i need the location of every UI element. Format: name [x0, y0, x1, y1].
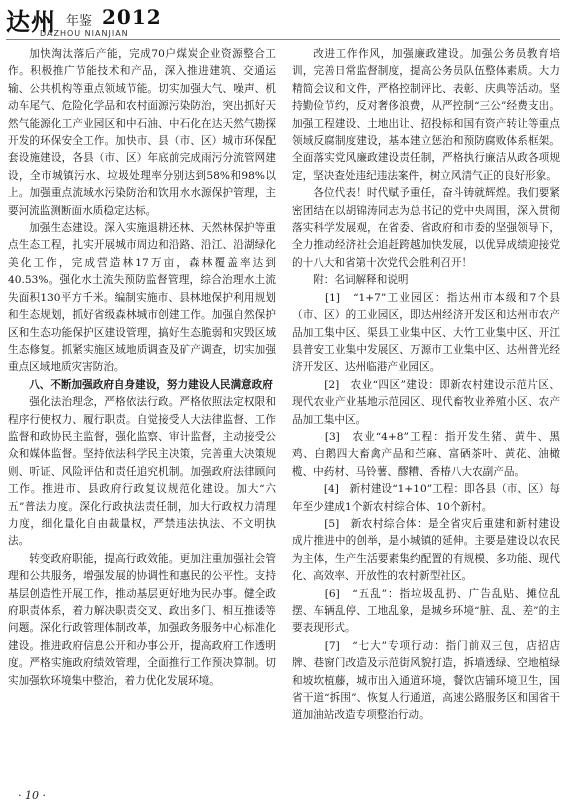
note-number: [4]	[323, 483, 339, 496]
note-text: 农业“四区”建设：即新农村建设示范片区、现代农业产业基地示范园区、现代畜牧业养殖小区、农产品加工集中区。	[292, 378, 560, 426]
paragraph-rule-of-law: 强化法治理念，严格依法行政。严格依照法定权限和程序行使权力、履行职责。自觉接受人大法律监督、工作监督和政协民主监督，强化监察、审计监督，主动接受公众和媒体监督。坚持依法科学民主决策，完善重大决策规则、听证、风险评估和责任追究机制。加强政府法律顾问工作。推进市、县政府行政复议规范化建设。加大“六五”普法力度。深化行政执法责任制，加大行政权力清理力度，细化量化自由裁量权，严禁违法执法、不文明执法。	[8, 396, 276, 548]
paragraph-closing-appeal: 各位代表！时代赋予重任，奋斗铸就辉煌。我们要紧密团结在以胡锦涛同志为总书记的党中央周围，深入贯彻落实科学发展观，在省委、省政府和市委的坚强领导下，全力推动经济社会追赶跨越加快发展，以优异成绩迎接党的十八大和省第十次党代会胜利召开！	[292, 187, 560, 269]
note-number: [3]	[324, 430, 340, 443]
right-column	[292, 46, 560, 725]
paragraph-ecology: 加强生态建设。深入实施退耕还林、天然林保护等重点生态工程，扎实开展城市周边和沿路、沿江、沿湖绿化美化工作，完成营造林17万亩，森林覆盖率达到40.53%。强化水土流失预防监督管理，综合治理水土流失面积130平方千米。编制实施市、县林地保护利用规划和生态规划，抓好省级森林城市创建工作。加强自然保护区和生态功能保护区建设管理，搞好生态脆弱和灾毁区域生态修复。抓紧实施区域地质调查及矿产调查，切实加强重点区域地质灾害防治。	[8, 222, 276, 374]
appendix-note	[292, 638, 560, 725]
note-number: [6]	[324, 587, 340, 600]
page-header	[0, 0, 568, 40]
appendix-notes-list	[292, 290, 560, 725]
paragraph-government-functions: 转变政府职能，提高行政效能。更加注重加强社会管理和公共服务，增强发展的协调性和惠民的公平性。支持基层创造性开展工作，推动基层更好地为民办事。健全政府职责体系，着力解决职责交叉、政出多门、相互推诿等问题。深化行政管理体制改革，加强政务服务中心标准化建设。推进政府信息公开和办事公开，提高政府工作透明度。严格实施政府绩效管理，全面推行工作预决算制。切实加强软环境集中整治，着力优化发展环境。	[8, 552, 276, 687]
note-text: “五乱”：指垃圾乱扔、广告乱贴、摊位乱摆、车辆乱停、工地乱象，是城乡环境“脏、乱、差”的主要表现形式。	[292, 587, 560, 635]
section-heading: 八、不断加强政府自身建设，努力建设人民满意政府	[29, 378, 273, 391]
paragraph-energy-environment: 加快淘汰落后产能，完成70户煤炭企业资源整合工作。积极推广节能技术和产品，深入推进建筑、交通运输、公共机构等重点领域节能。切实加强大气、噪声、机动车尾气、危险化学品和农村面源污染防治，突出抓好天然气能源化工产业园区和中石油、中石化在达天然气勘探开发的环保安全工作。加快市、县（市、区）城市环保配套设施建设，各县（市、区）年底前完成雨污分流管网建设，全市城镇污水、垃圾处理率分别达到58%和98%以上。加强重点流域水污染防治和饮用水水源保护管理，主要河流监测断面水质稳定达标。	[8, 48, 276, 217]
yearbook-logo-title: 达州	[6, 8, 56, 36]
note-number: [7]	[324, 639, 340, 652]
note-text: 新农村综合体：是全省灾后重建和新村建设成片推进中的创举，是小城镇的延伸。主要是建设以农民为主体，生产生活要素集约配置的有规模、多功能、现代化、高效率、开放性的农村新型社区。	[292, 517, 561, 583]
note-number: [5]	[324, 517, 340, 530]
note-number: [1]	[325, 291, 341, 304]
left-column	[8, 46, 276, 690]
yearbook-logo-english: DAZHOU NIANJIAN	[40, 29, 129, 38]
appendix-note	[292, 481, 560, 516]
appendix-note	[292, 586, 560, 638]
paragraph-work-style: 改进工作作风，加强廉政建设。加强公务员教育培训，完善日常监督制度，提高公务员队伍整体素质。大力精简会议和文件，严格控制评比、表彰、庆典等活动。坚持勤俭节约，反对奢侈浪费，从严控制“三公”经费支出。加强工程建设、土地出让、招投标和国有资产转让等重点领域反腐制度建设，基本建立惩治和预防腐败体系框架。全面落实党风廉政建设责任制，严格执行廉洁从政各项规定，坚决查处违纪违法案件，树立风清气正的良好形象。	[292, 48, 560, 182]
appendix-heading: 附：名词解释和说明	[313, 274, 409, 287]
yearbook-year: 2012	[102, 5, 162, 29]
appendix-note	[292, 377, 560, 429]
note-text: 新村建设“1+10”工程：即各县（市、区）每年至少建成1个新农村综合体、10个新村。	[292, 483, 560, 513]
appendix-note	[292, 429, 560, 481]
header-divider	[6, 39, 560, 40]
note-number: [2]	[324, 378, 340, 391]
note-text: 农业“4+8”工程：指开发生猪、黄牛、黑鸡、白鹅四大畜禽产品和苎麻、富硒茶叶、黄花、油橄榄、中药材、马铃薯、醪糟、香椿八大农副产品。	[292, 430, 561, 478]
note-text: “七大”专项行动：指门前双三包，店招店牌、巷窗门改造及示范街风貌打造，拆墙透绿、空地植绿和坡坎植藤，城市出入通道环境，餐饮店铺环境卫生，国省干道“拆围”、恢复人行通道，高速公路服务区和国省干道加油站改造专项整治行动。	[292, 639, 560, 722]
note-text: “1+7”工业园区：指达州市本级和7个县（市、区）的工业园区，即达州经济开发区和达州市农产品加工集中区、渠县工业集中区、大竹工业集中区、开江县普安工业集中发展区、万源市工业集中区、达州普光经济开发区、达州临港产业园区。	[292, 291, 560, 374]
page-number: · 10 ·	[18, 789, 46, 802]
appendix-note	[292, 290, 560, 377]
yearbook-logo-sub: 年鉴	[66, 14, 93, 29]
appendix-note	[292, 516, 560, 586]
